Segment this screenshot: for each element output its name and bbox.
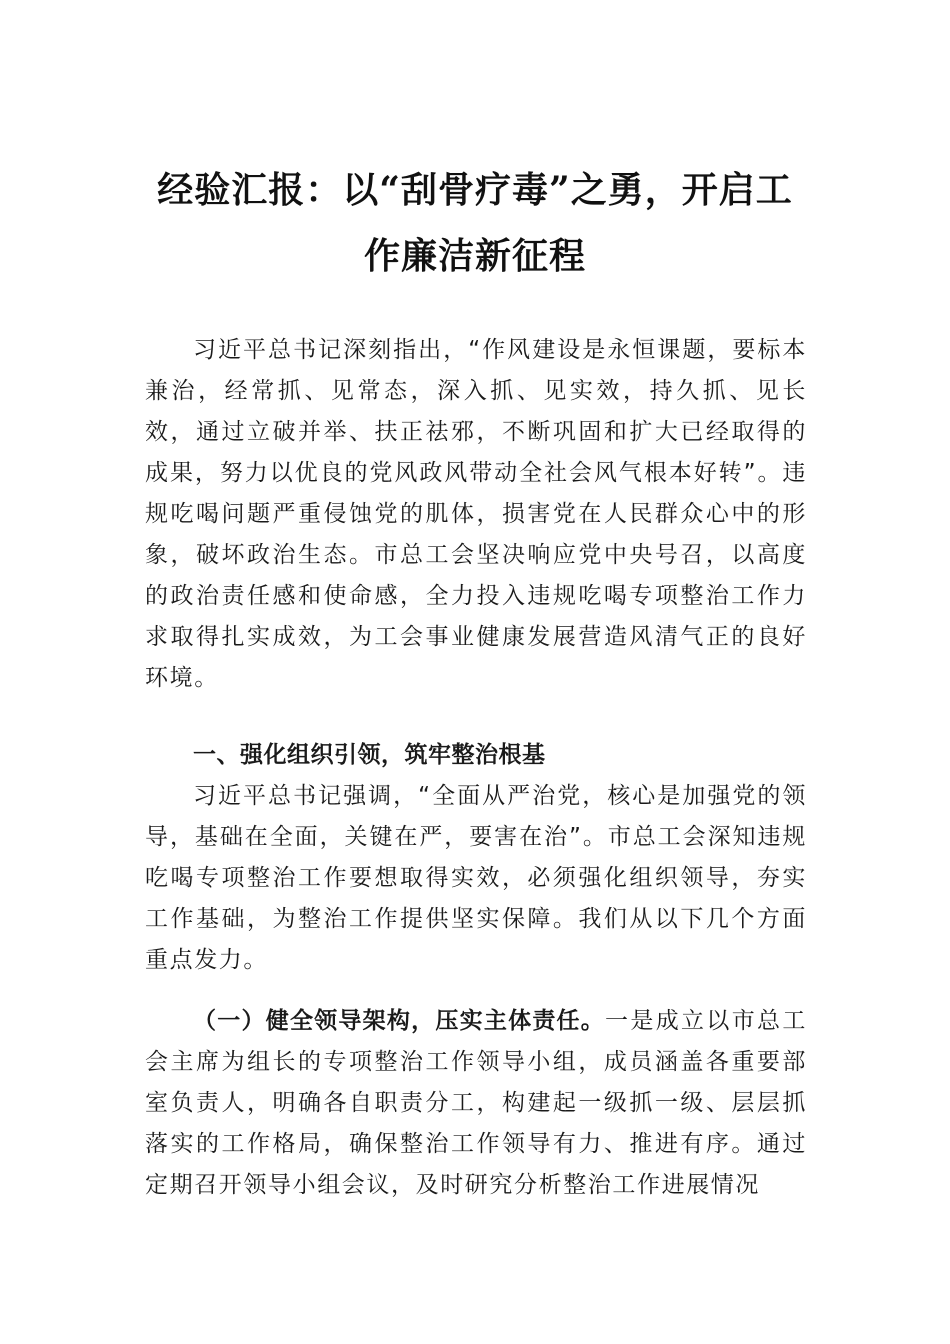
- section-1-heading: 一、强化组织引领，筑牢整治根基: [193, 742, 546, 768]
- subsection-1-text: 一是成立以市总工会主席为组长的专项整治工作领导小组，成员涵盖各重要部室负责人，明确各自职责分工，构建起一级抓一级、层层抓落实的工作格局，确保整治工作领导有力、推进有序。通过定期召开领导小组会议，及时研究分析整治工作进展情况: [145, 1008, 807, 1198]
- intro-paragraph: 习近平总书记深刻指出，“作风建设是永恒课题，要标本兼治，经常抓、见常态，深入抓、见实效，持久抓、见长效，通过立破并举、扶正祛邪，不断巩固和扩大已经取得的成果，努力以优良的党风政风带动全社会风气根本好转”。违规吃喝问题严重侵蚀党的肌体，损害党在人民群众心中的形象，破坏政治生态。市总工会坚决响应党中央号召，以高度的政治责任感和使命感，全力投入违规吃喝专项整治工作力求取得扎实成效，为工会事业健康发展营造风清气正的良好环境。: [145, 337, 807, 691]
- section-1-paragraph: 习近平总书记强调，“全面从严治党，核心是加强党的领导，基础在全面，关键在严，要害在治”。市总工会深知违规吃喝专项整治工作要想取得实效，必须强化组织领导，夯实工作基础，为整治工作提供坚实保障。我们从以下几个方面重点发力。: [145, 783, 807, 973]
- title-line-2: 作廉洁新征程: [363, 235, 586, 277]
- title-line-1: 经验汇报：以“刮骨疗毒”之勇，开启工: [157, 169, 793, 211]
- subsection-1-paragraph: [145, 1001, 807, 1206]
- document-title: [145, 157, 805, 289]
- subsection-1-heading: （一）健全领导架构，压实主体责任。: [193, 1008, 606, 1034]
